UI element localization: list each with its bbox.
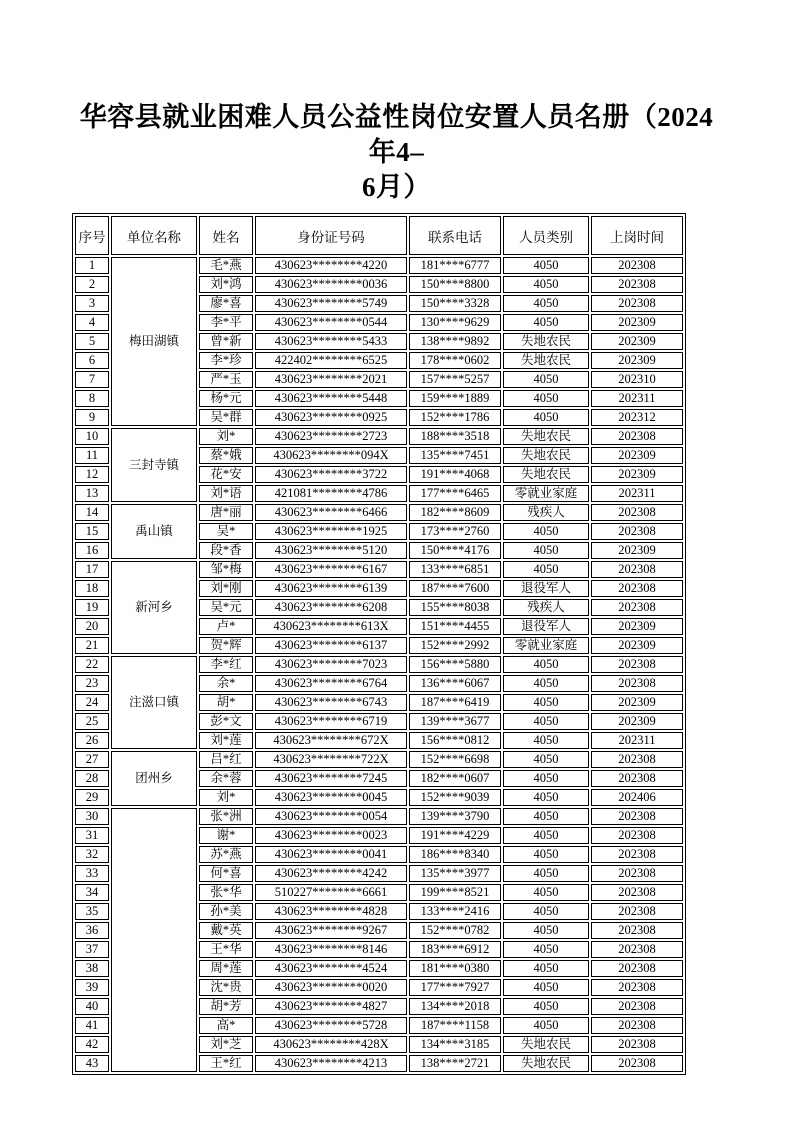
name-cell: 李*红 bbox=[199, 656, 253, 673]
phone-cell: 150****8800 bbox=[409, 276, 501, 293]
id-number-cell: 430623********613X bbox=[255, 618, 407, 635]
start-date-cell: 202308 bbox=[591, 770, 683, 787]
start-date-cell: 202308 bbox=[591, 428, 683, 445]
row-number-cell: 12 bbox=[75, 466, 109, 483]
name-cell: 张*华 bbox=[199, 884, 253, 901]
start-date-cell: 202308 bbox=[591, 599, 683, 616]
column-header: 姓名 bbox=[199, 216, 253, 255]
category-cell: 4050 bbox=[503, 827, 589, 844]
phone-cell: 135****3977 bbox=[409, 865, 501, 882]
name-cell: 刘*芝 bbox=[199, 1036, 253, 1053]
table-row bbox=[75, 257, 683, 274]
start-date-cell: 202308 bbox=[591, 257, 683, 274]
start-date-cell: 202308 bbox=[591, 846, 683, 863]
phone-cell: 134****2018 bbox=[409, 998, 501, 1015]
phone-cell: 152****2992 bbox=[409, 637, 501, 654]
phone-cell: 187****7600 bbox=[409, 580, 501, 597]
category-cell: 4050 bbox=[503, 846, 589, 863]
row-number-cell: 5 bbox=[75, 333, 109, 350]
id-number-cell: 430623********6137 bbox=[255, 637, 407, 654]
category-cell: 4050 bbox=[503, 865, 589, 882]
table-row bbox=[75, 808, 683, 825]
id-number-cell: 430623********428X bbox=[255, 1036, 407, 1053]
category-cell: 4050 bbox=[503, 751, 589, 768]
page-title-line1: 华容县就业困难人员公益性岗位安置人员名册（2024年4– bbox=[79, 102, 714, 168]
phone-cell: 156****5880 bbox=[409, 656, 501, 673]
name-cell: 严*玉 bbox=[199, 371, 253, 388]
start-date-cell: 202312 bbox=[591, 409, 683, 426]
row-number-cell: 34 bbox=[75, 884, 109, 901]
row-number-cell: 19 bbox=[75, 599, 109, 616]
category-cell: 4050 bbox=[503, 713, 589, 730]
phone-cell: 182****0607 bbox=[409, 770, 501, 787]
column-header: 上岗时间 bbox=[591, 216, 683, 255]
phone-cell: 151****4455 bbox=[409, 618, 501, 635]
name-cell: 吴* bbox=[199, 523, 253, 540]
phone-cell: 191****4229 bbox=[409, 827, 501, 844]
row-number-cell: 20 bbox=[75, 618, 109, 635]
phone-cell: 177****7927 bbox=[409, 979, 501, 996]
row-number-cell: 14 bbox=[75, 504, 109, 521]
phone-cell: 130****9629 bbox=[409, 314, 501, 331]
start-date-cell: 202308 bbox=[591, 865, 683, 882]
row-number-cell: 25 bbox=[75, 713, 109, 730]
page-title bbox=[0, 0, 793, 205]
start-date-cell: 202309 bbox=[591, 694, 683, 711]
id-number-cell: 430623********0020 bbox=[255, 979, 407, 996]
start-date-cell: 202308 bbox=[591, 295, 683, 312]
category-cell: 4050 bbox=[503, 295, 589, 312]
id-number-cell: 430623********6743 bbox=[255, 694, 407, 711]
start-date-cell: 202309 bbox=[591, 314, 683, 331]
unit-name-cell: 三封寺镇 bbox=[111, 428, 197, 502]
unit-name-cell: 梅田湖镇 bbox=[111, 257, 197, 426]
id-number-cell: 430623********6208 bbox=[255, 599, 407, 616]
category-cell: 4050 bbox=[503, 523, 589, 540]
phone-cell: 155****8038 bbox=[409, 599, 501, 616]
name-cell: 谢* bbox=[199, 827, 253, 844]
start-date-cell: 202308 bbox=[591, 580, 683, 597]
header-row bbox=[75, 216, 683, 255]
id-number-cell: 430623********6764 bbox=[255, 675, 407, 692]
category-cell: 4050 bbox=[503, 276, 589, 293]
category-cell: 残疾人 bbox=[503, 504, 589, 521]
row-number-cell: 18 bbox=[75, 580, 109, 597]
phone-cell: 178****0602 bbox=[409, 352, 501, 369]
id-number-cell: 430623********3722 bbox=[255, 466, 407, 483]
start-date-cell: 202309 bbox=[591, 352, 683, 369]
row-number-cell: 28 bbox=[75, 770, 109, 787]
category-cell: 4050 bbox=[503, 656, 589, 673]
category-cell: 失地农民 bbox=[503, 447, 589, 464]
phone-cell: 136****6067 bbox=[409, 675, 501, 692]
row-number-cell: 39 bbox=[75, 979, 109, 996]
row-number-cell: 4 bbox=[75, 314, 109, 331]
category-cell: 4050 bbox=[503, 998, 589, 1015]
category-cell: 4050 bbox=[503, 884, 589, 901]
start-date-cell: 202309 bbox=[591, 333, 683, 350]
id-number-cell: 430623********0045 bbox=[255, 789, 407, 806]
row-number-cell: 37 bbox=[75, 941, 109, 958]
category-cell: 退役军人 bbox=[503, 580, 589, 597]
phone-cell: 138****9892 bbox=[409, 333, 501, 350]
start-date-cell: 202311 bbox=[591, 390, 683, 407]
row-number-cell: 13 bbox=[75, 485, 109, 502]
start-date-cell: 202406 bbox=[591, 789, 683, 806]
phone-cell: 150****3328 bbox=[409, 295, 501, 312]
category-cell: 4050 bbox=[503, 561, 589, 578]
name-cell: 何*喜 bbox=[199, 865, 253, 882]
id-number-cell: 430623********7023 bbox=[255, 656, 407, 673]
phone-cell: 188****3518 bbox=[409, 428, 501, 445]
name-cell: 邹*梅 bbox=[199, 561, 253, 578]
row-number-cell: 2 bbox=[75, 276, 109, 293]
row-number-cell: 41 bbox=[75, 1017, 109, 1034]
category-cell: 4050 bbox=[503, 409, 589, 426]
name-cell: 余* bbox=[199, 675, 253, 692]
id-number-cell: 430623********722X bbox=[255, 751, 407, 768]
name-cell: 胡* bbox=[199, 694, 253, 711]
start-date-cell: 202309 bbox=[591, 618, 683, 635]
start-date-cell: 202308 bbox=[591, 808, 683, 825]
category-cell: 4050 bbox=[503, 390, 589, 407]
column-header: 单位名称 bbox=[111, 216, 197, 255]
start-date-cell: 202308 bbox=[591, 960, 683, 977]
category-cell: 失地农民 bbox=[503, 1036, 589, 1053]
table-row bbox=[75, 751, 683, 768]
name-cell: 贺*辉 bbox=[199, 637, 253, 654]
id-number-cell: 430623********6719 bbox=[255, 713, 407, 730]
phone-cell: 187****6419 bbox=[409, 694, 501, 711]
start-date-cell: 202308 bbox=[591, 884, 683, 901]
unit-name-cell bbox=[111, 808, 197, 1072]
id-number-cell: 430623********4827 bbox=[255, 998, 407, 1015]
name-cell: 唐*丽 bbox=[199, 504, 253, 521]
id-number-cell: 430623********8146 bbox=[255, 941, 407, 958]
row-number-cell: 29 bbox=[75, 789, 109, 806]
unit-name-cell: 注滋口镇 bbox=[111, 656, 197, 749]
start-date-cell: 202311 bbox=[591, 485, 683, 502]
phone-cell: 139****3790 bbox=[409, 808, 501, 825]
id-number-cell: 430623********4242 bbox=[255, 865, 407, 882]
phone-cell: 133****6851 bbox=[409, 561, 501, 578]
phone-cell: 186****8340 bbox=[409, 846, 501, 863]
id-number-cell: 430623********0544 bbox=[255, 314, 407, 331]
phone-cell: 182****8609 bbox=[409, 504, 501, 521]
row-number-cell: 36 bbox=[75, 922, 109, 939]
name-cell: 卢* bbox=[199, 618, 253, 635]
phone-cell: 135****7451 bbox=[409, 447, 501, 464]
row-number-cell: 15 bbox=[75, 523, 109, 540]
row-number-cell: 43 bbox=[75, 1055, 109, 1072]
name-cell: 刘*鸿 bbox=[199, 276, 253, 293]
name-cell: 李*平 bbox=[199, 314, 253, 331]
name-cell: 刘*刚 bbox=[199, 580, 253, 597]
id-number-cell: 430623********672X bbox=[255, 732, 407, 749]
phone-cell: 156****0812 bbox=[409, 732, 501, 749]
name-cell: 蔡*娥 bbox=[199, 447, 253, 464]
id-number-cell: 430623********0925 bbox=[255, 409, 407, 426]
start-date-cell: 202308 bbox=[591, 656, 683, 673]
row-number-cell: 8 bbox=[75, 390, 109, 407]
category-cell: 失地农民 bbox=[503, 333, 589, 350]
column-header: 联系电话 bbox=[409, 216, 501, 255]
id-number-cell: 430623********7245 bbox=[255, 770, 407, 787]
phone-cell: 183****6912 bbox=[409, 941, 501, 958]
phone-cell: 173****2760 bbox=[409, 523, 501, 540]
unit-name-cell: 新河乡 bbox=[111, 561, 197, 654]
category-cell: 退役军人 bbox=[503, 618, 589, 635]
name-cell: 曾*新 bbox=[199, 333, 253, 350]
start-date-cell: 202308 bbox=[591, 1055, 683, 1072]
category-cell: 4050 bbox=[503, 789, 589, 806]
name-cell: 孙*美 bbox=[199, 903, 253, 920]
category-cell: 4050 bbox=[503, 675, 589, 692]
category-cell: 4050 bbox=[503, 1017, 589, 1034]
row-number-cell: 16 bbox=[75, 542, 109, 559]
name-cell: 周*莲 bbox=[199, 960, 253, 977]
name-cell: 刘*莲 bbox=[199, 732, 253, 749]
row-number-cell: 3 bbox=[75, 295, 109, 312]
start-date-cell: 202309 bbox=[591, 713, 683, 730]
category-cell: 4050 bbox=[503, 922, 589, 939]
id-number-cell: 430623********5448 bbox=[255, 390, 407, 407]
name-cell: 吴*群 bbox=[199, 409, 253, 426]
roster-table-body bbox=[75, 257, 683, 1072]
table-row bbox=[75, 428, 683, 445]
unit-name-cell: 禹山镇 bbox=[111, 504, 197, 559]
id-number-cell: 430623********1925 bbox=[255, 523, 407, 540]
start-date-cell: 202308 bbox=[591, 504, 683, 521]
start-date-cell: 202310 bbox=[591, 371, 683, 388]
name-cell: 杨*元 bbox=[199, 390, 253, 407]
id-number-cell: 430623********6466 bbox=[255, 504, 407, 521]
name-cell: 吕*红 bbox=[199, 751, 253, 768]
start-date-cell: 202308 bbox=[591, 922, 683, 939]
row-number-cell: 22 bbox=[75, 656, 109, 673]
id-number-cell: 430623********0023 bbox=[255, 827, 407, 844]
name-cell: 吴*元 bbox=[199, 599, 253, 616]
name-cell: 廖*喜 bbox=[199, 295, 253, 312]
row-number-cell: 32 bbox=[75, 846, 109, 863]
id-number-cell: 430623********094X bbox=[255, 447, 407, 464]
phone-cell: 191****4068 bbox=[409, 466, 501, 483]
phone-cell: 152****6698 bbox=[409, 751, 501, 768]
row-number-cell: 33 bbox=[75, 865, 109, 882]
phone-cell: 152****1786 bbox=[409, 409, 501, 426]
row-number-cell: 42 bbox=[75, 1036, 109, 1053]
id-number-cell: 430623********2021 bbox=[255, 371, 407, 388]
id-number-cell: 430623********6167 bbox=[255, 561, 407, 578]
start-date-cell: 202309 bbox=[591, 637, 683, 654]
name-cell: 李*珍 bbox=[199, 352, 253, 369]
row-number-cell: 26 bbox=[75, 732, 109, 749]
name-cell: 戴*英 bbox=[199, 922, 253, 939]
row-number-cell: 9 bbox=[75, 409, 109, 426]
row-number-cell: 7 bbox=[75, 371, 109, 388]
start-date-cell: 202308 bbox=[591, 1017, 683, 1034]
category-cell: 失地农民 bbox=[503, 352, 589, 369]
page-title-line2: 6月） bbox=[362, 172, 431, 203]
id-number-cell: 430623********6139 bbox=[255, 580, 407, 597]
category-cell: 4050 bbox=[503, 903, 589, 920]
row-number-cell: 21 bbox=[75, 637, 109, 654]
name-cell: 王*红 bbox=[199, 1055, 253, 1072]
category-cell: 失地农民 bbox=[503, 428, 589, 445]
phone-cell: 157****5257 bbox=[409, 371, 501, 388]
roster-table-head bbox=[75, 216, 683, 255]
start-date-cell: 202309 bbox=[591, 542, 683, 559]
phone-cell: 181****0380 bbox=[409, 960, 501, 977]
id-number-cell: 430623********4828 bbox=[255, 903, 407, 920]
phone-cell: 152****0782 bbox=[409, 922, 501, 939]
category-cell: 4050 bbox=[503, 732, 589, 749]
id-number-cell: 430623********5433 bbox=[255, 333, 407, 350]
start-date-cell: 202308 bbox=[591, 751, 683, 768]
category-cell: 4050 bbox=[503, 694, 589, 711]
roster-table bbox=[72, 213, 686, 1075]
phone-cell: 150****4176 bbox=[409, 542, 501, 559]
row-number-cell: 1 bbox=[75, 257, 109, 274]
name-cell: 刘* bbox=[199, 428, 253, 445]
name-cell: 花*安 bbox=[199, 466, 253, 483]
start-date-cell: 202309 bbox=[591, 447, 683, 464]
name-cell: 刘*语 bbox=[199, 485, 253, 502]
row-number-cell: 23 bbox=[75, 675, 109, 692]
category-cell: 零就业家庭 bbox=[503, 637, 589, 654]
category-cell: 4050 bbox=[503, 960, 589, 977]
row-number-cell: 40 bbox=[75, 998, 109, 1015]
row-number-cell: 6 bbox=[75, 352, 109, 369]
name-cell: 沈*贵 bbox=[199, 979, 253, 996]
start-date-cell: 202308 bbox=[591, 675, 683, 692]
start-date-cell: 202308 bbox=[591, 941, 683, 958]
name-cell: 苏*燕 bbox=[199, 846, 253, 863]
category-cell: 零就业家庭 bbox=[503, 485, 589, 502]
name-cell: 毛*燕 bbox=[199, 257, 253, 274]
id-number-cell: 430623********9267 bbox=[255, 922, 407, 939]
start-date-cell: 202308 bbox=[591, 523, 683, 540]
row-number-cell: 38 bbox=[75, 960, 109, 977]
row-number-cell: 27 bbox=[75, 751, 109, 768]
row-number-cell: 17 bbox=[75, 561, 109, 578]
row-number-cell: 31 bbox=[75, 827, 109, 844]
start-date-cell: 202308 bbox=[591, 561, 683, 578]
id-number-cell: 430623********2723 bbox=[255, 428, 407, 445]
category-cell: 残疾人 bbox=[503, 599, 589, 616]
phone-cell: 177****6465 bbox=[409, 485, 501, 502]
start-date-cell: 202308 bbox=[591, 979, 683, 996]
category-cell: 4050 bbox=[503, 979, 589, 996]
category-cell: 失地农民 bbox=[503, 466, 589, 483]
category-cell: 4050 bbox=[503, 941, 589, 958]
name-cell: 胡*芳 bbox=[199, 998, 253, 1015]
start-date-cell: 202308 bbox=[591, 1036, 683, 1053]
phone-cell: 134****3185 bbox=[409, 1036, 501, 1053]
phone-cell: 199****8521 bbox=[409, 884, 501, 901]
start-date-cell: 202309 bbox=[591, 466, 683, 483]
phone-cell: 152****9039 bbox=[409, 789, 501, 806]
name-cell: 余*蓉 bbox=[199, 770, 253, 787]
category-cell: 4050 bbox=[503, 770, 589, 787]
id-number-cell: 422402********6525 bbox=[255, 352, 407, 369]
name-cell: 高* bbox=[199, 1017, 253, 1034]
name-cell: 张*洲 bbox=[199, 808, 253, 825]
id-number-cell: 430623********4213 bbox=[255, 1055, 407, 1072]
phone-cell: 187****1158 bbox=[409, 1017, 501, 1034]
id-number-cell: 430623********0036 bbox=[255, 276, 407, 293]
unit-name-cell: 团州乡 bbox=[111, 751, 197, 806]
category-cell: 4050 bbox=[503, 371, 589, 388]
column-header: 身份证号码 bbox=[255, 216, 407, 255]
start-date-cell: 202308 bbox=[591, 998, 683, 1015]
id-number-cell: 430623********0054 bbox=[255, 808, 407, 825]
id-number-cell: 510227********6661 bbox=[255, 884, 407, 901]
start-date-cell: 202308 bbox=[591, 276, 683, 293]
phone-cell: 133****2416 bbox=[409, 903, 501, 920]
row-number-cell: 24 bbox=[75, 694, 109, 711]
name-cell: 刘* bbox=[199, 789, 253, 806]
column-header: 序号 bbox=[75, 216, 109, 255]
category-cell: 4050 bbox=[503, 257, 589, 274]
table-row bbox=[75, 561, 683, 578]
row-number-cell: 35 bbox=[75, 903, 109, 920]
start-date-cell: 202308 bbox=[591, 827, 683, 844]
row-number-cell: 10 bbox=[75, 428, 109, 445]
table-row bbox=[75, 504, 683, 521]
id-number-cell: 430623********5728 bbox=[255, 1017, 407, 1034]
phone-cell: 181****6777 bbox=[409, 257, 501, 274]
phone-cell: 138****2721 bbox=[409, 1055, 501, 1072]
name-cell: 段*香 bbox=[199, 542, 253, 559]
column-header: 人员类别 bbox=[503, 216, 589, 255]
id-number-cell: 421081********4786 bbox=[255, 485, 407, 502]
name-cell: 彭*文 bbox=[199, 713, 253, 730]
id-number-cell: 430623********5749 bbox=[255, 295, 407, 312]
id-number-cell: 430623********4524 bbox=[255, 960, 407, 977]
table-row bbox=[75, 656, 683, 673]
category-cell: 4050 bbox=[503, 542, 589, 559]
phone-cell: 139****3677 bbox=[409, 713, 501, 730]
name-cell: 王*华 bbox=[199, 941, 253, 958]
id-number-cell: 430623********5120 bbox=[255, 542, 407, 559]
start-date-cell: 202311 bbox=[591, 732, 683, 749]
row-number-cell: 30 bbox=[75, 808, 109, 825]
category-cell: 4050 bbox=[503, 808, 589, 825]
category-cell: 失地农民 bbox=[503, 1055, 589, 1072]
phone-cell: 159****1889 bbox=[409, 390, 501, 407]
id-number-cell: 430623********0041 bbox=[255, 846, 407, 863]
id-number-cell: 430623********4220 bbox=[255, 257, 407, 274]
row-number-cell: 11 bbox=[75, 447, 109, 464]
start-date-cell: 202308 bbox=[591, 903, 683, 920]
category-cell: 4050 bbox=[503, 314, 589, 331]
